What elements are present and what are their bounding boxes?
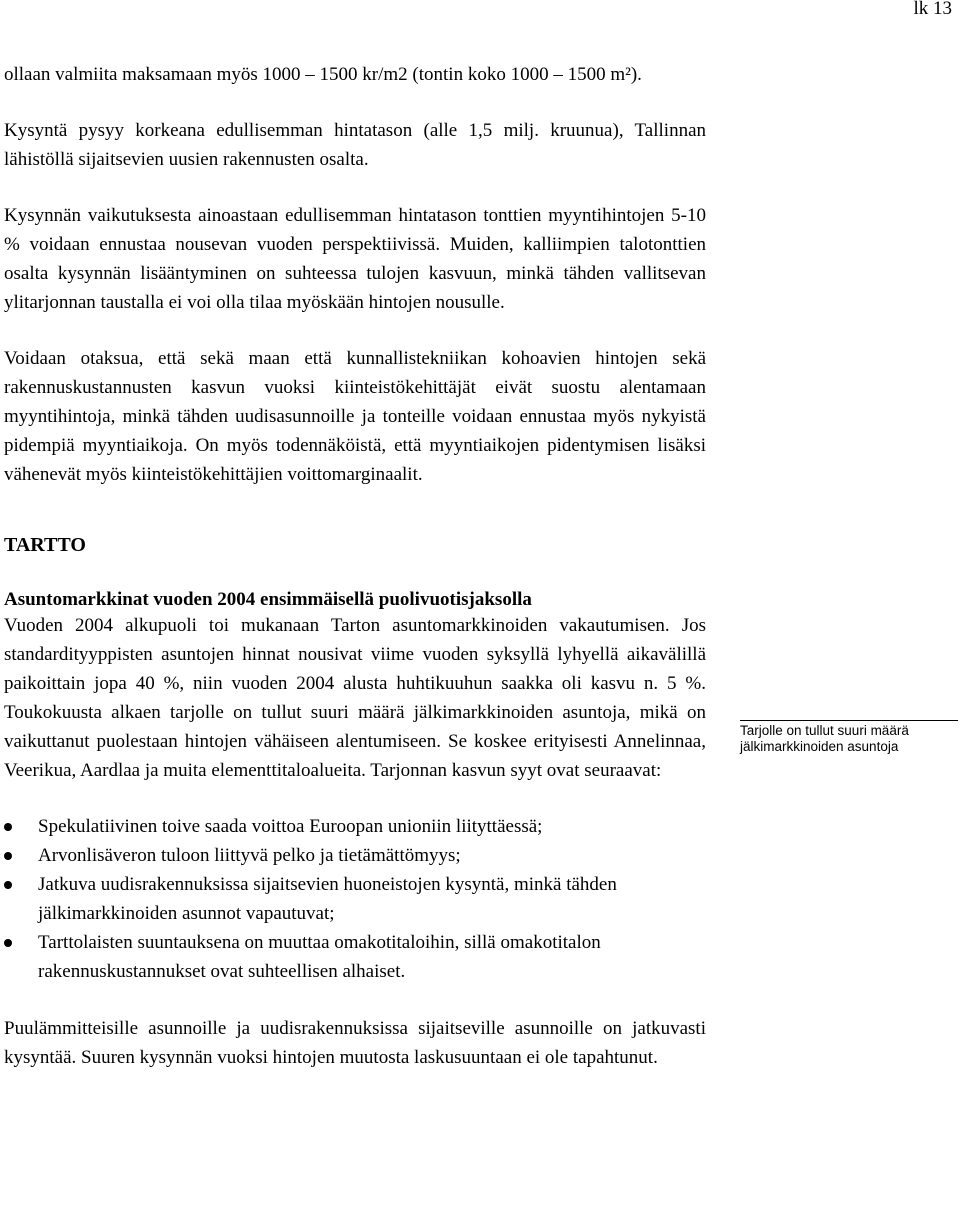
bullet-icon [4, 823, 12, 831]
bullet-icon [4, 881, 12, 889]
bullet-list [4, 812, 706, 986]
margin-note: Tarjolle on tullut suuri määrä jälkimarkkinoiden asuntoja [740, 720, 958, 755]
bullet-icon [4, 852, 12, 860]
document-body [4, 60, 706, 1072]
paragraph-2: Kysyntä pysyy korkeana edullisemman hintatason (alle 1,5 milj. kruunua), Tallinnan lähistöllä sijaitsevien uusien rakennusten osalta. [4, 120, 706, 170]
subheading: Asuntomarkkinat vuoden 2004 ensimmäisellä puolivuotisjaksolla [4, 589, 532, 610]
list-item-text: Spekulatiivinen toive saada voittoa Euroopan unioniin liityttäessä; [38, 816, 543, 837]
closing-paragraph: Puulämmitteisille asunnoille ja uudisrakennuksissa sijaitseville asunnoille on jatkuvasti kysyntää. Suuren kysynnän vuoksi hintojen muutosta laskusuuntaan ei ole tapahtunut. [4, 1018, 706, 1068]
list-item [4, 812, 706, 841]
list-item [4, 841, 706, 870]
list-item [4, 928, 706, 986]
list-item-text: Tarttolaisten suuntauksena on muuttaa omakotitaloihin, sillä omakotitalon rakennuskustannukset ovat suhteellisen alhaiset. [38, 932, 601, 982]
paragraph-3: Kysynnän vaikutuksesta ainoastaan edullisemman hintatason tonttien myyntihintojen 5-10 % voidaan ennustaa nousevan vuoden perspektiivissä. Muiden, kalliimpien talotonttien osalta kysynnän lisääntyminen on suhteessa tulojen kasvuun, minkä tähden vallitsevan ylitarjonnan taustalla ei voi olla tilaa myöskään hintojen nousulle. [4, 205, 706, 313]
paragraph-4: Voidaan otaksua, että sekä maan että kunnallistekniikan kohoavien hintojen sekä rakennuskustannusten kasvun vuoksi kiinteistökehittäjät eivät suostu alentamaan myyntihintoja, minkä tähden uudisasunnoille ja tonteille voidaan ennustaa myös nykyistä pidempiä myyntiaikoja. On myös todennäköistä, että myyntiaikojen pidentymisen lisäksi vähenevät myös kiinteistökehittäjien voittomarginaalit. [4, 348, 706, 485]
paragraph-1: ollaan valmiita maksamaan myös 1000 – 1500 kr/m2 (tontin koko 1000 – 1500 m²). [4, 64, 642, 85]
bullet-icon [4, 939, 12, 947]
section-heading: TARTTO [4, 534, 86, 556]
list-item [4, 870, 706, 928]
page-number: lk 13 [913, 0, 952, 19]
list-item-text: Jatkuva uudisrakennuksissa sijaitsevien huoneistojen kysyntä, minkä tähden jälkimarkkinoiden asunnot vapautuvat; [38, 874, 617, 924]
tarto-paragraph: Vuoden 2004 alkupuoli toi mukanaan Tarton asuntomarkkinoiden vakautumisen. Jos standardityyppisten asuntojen hinnat nousivat viime vuoden syksyllä lyhyellä aikavälillä paikoittain jopa 40 %, niin vuoden 2004 alusta huhtikuuhun saakka oli kasvu n. 5 %. Toukokuusta alkaen tarjolle on tullut suuri määrä jälkimarkkinoiden asuntoja, mikä on vaikuttanut puolestaan hintojen vähäiseen alentumiseen. Se koskee erityisesti Annelinnaa, Veerikua, Aardlaa ja muita elementtitaloalueita. Tarjonnan kasvun syyt ovat seuraavat: [4, 615, 706, 781]
list-item-text: Arvonlisäveron tuloon liittyvä pelko ja tietämättömyys; [38, 845, 461, 866]
